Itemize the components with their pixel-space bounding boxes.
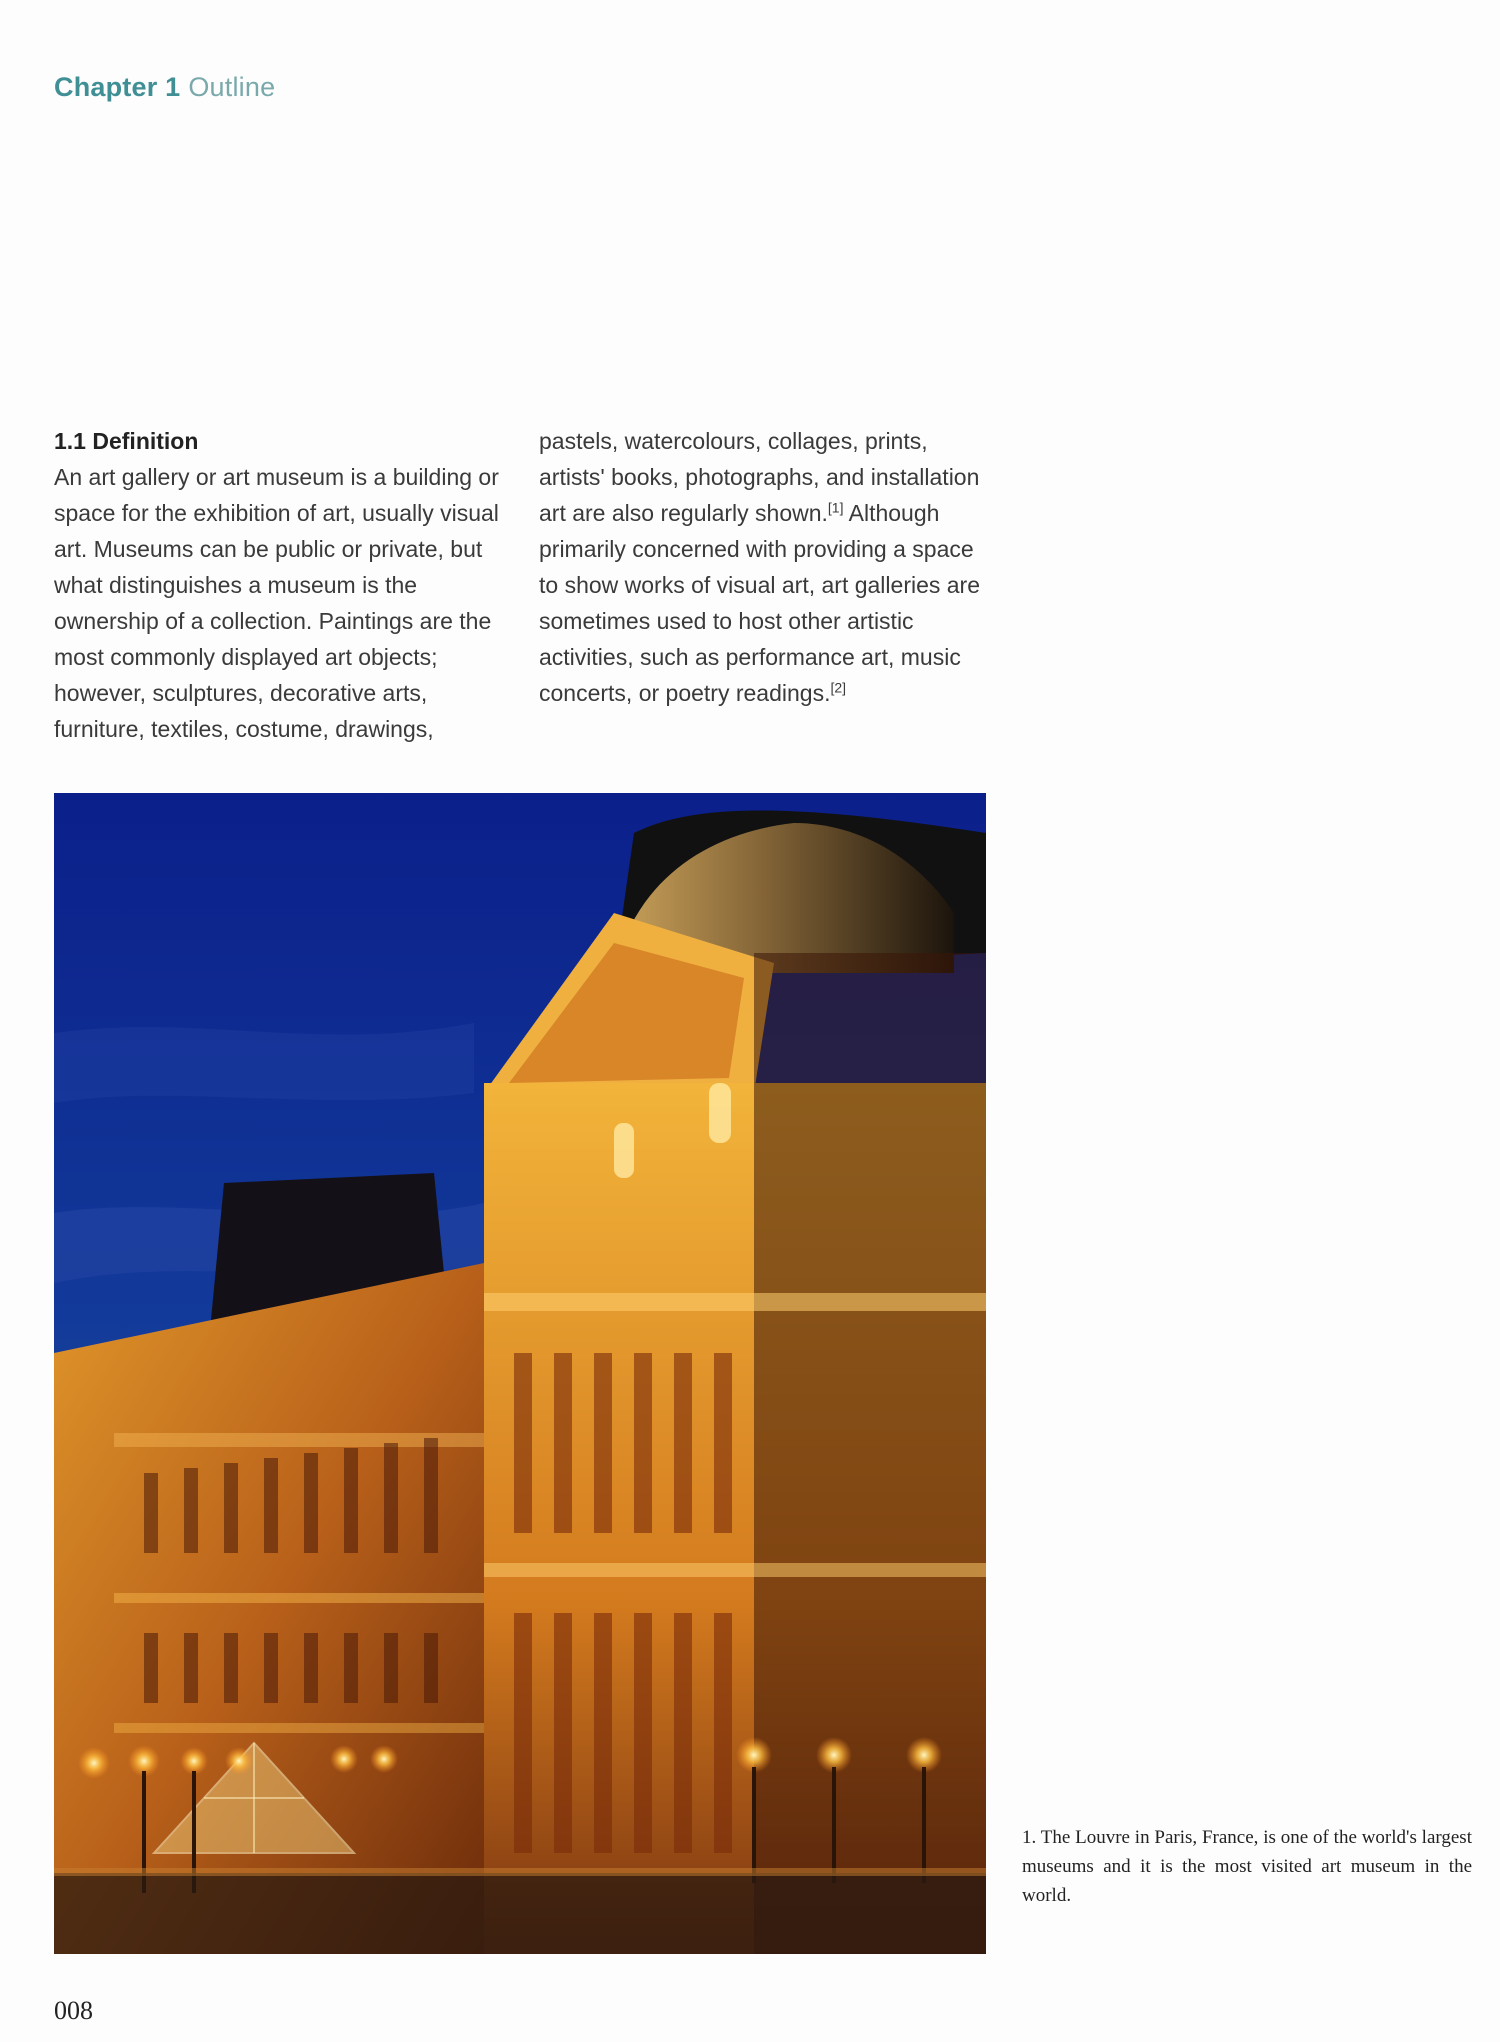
louvre-photo [54,793,986,1954]
section-heading: 1.1 Definition [54,428,199,454]
text-column-right [539,423,989,711]
body-text-part-2: Although primarily concerned with providing a space to show works of visual art, art galleries are sometimes used to host other artistic activities, such as performance art, music concerts, or poetry readings. [539,500,981,706]
reference-2: [2] [830,679,847,696]
body-paragraph-left: An art gallery or art museum is a building or space for the exhibition of art, usually visual art. Museums can be public or private, but what distinguishes a museum is the ownership of a collection. Paintings are the most commonly displayed art objects; however, sculptures, decorative arts, furniture, textiles, costume, drawings, [54,464,499,742]
chapter-section-label: Outline [188,72,276,102]
chapter-label: Chapter 1 [54,72,181,102]
reference-1: [1] [827,499,844,516]
body-text-part-1: pastels, watercolours, collages, prints, artists' books, photographs, and installation art are also regularly shown. [539,428,980,526]
chapter-header [54,72,275,103]
page-number: 008 [54,1996,93,2025]
body-paragraph-right [539,423,989,711]
figure-caption: 1. The Louvre in Paris, France, is one of the world's largest museums and it is the most visited art museum in the world. [1022,1827,1472,1906]
text-column-left [54,423,504,747]
